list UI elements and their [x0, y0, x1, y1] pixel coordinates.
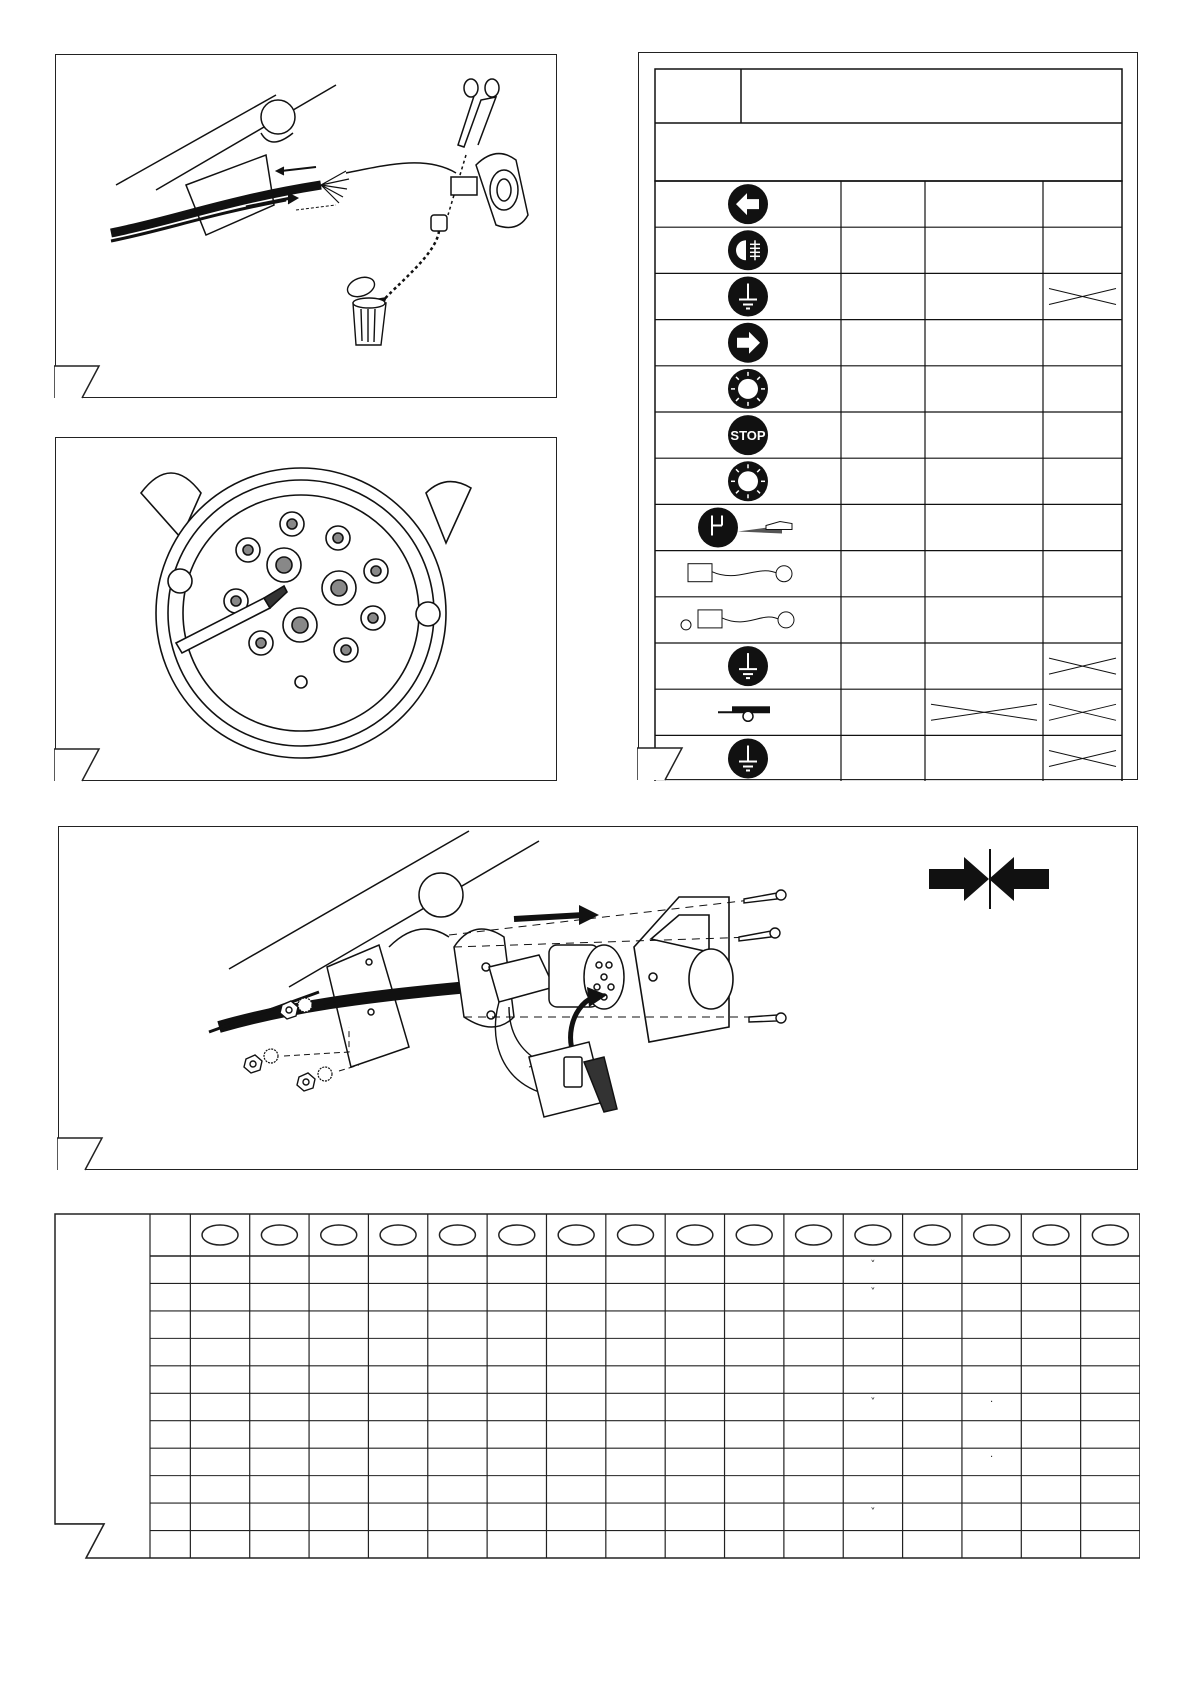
socket-cover-icon [634, 897, 733, 1042]
pin-header-ellipse [677, 1225, 713, 1245]
pin-header-ellipse [736, 1225, 772, 1245]
pin-grid-mark: ˅ [870, 1259, 876, 1271]
pin-header-ellipse [1033, 1225, 1069, 1245]
ignition-feed-icon [681, 610, 794, 630]
pin-header-ellipse [1092, 1225, 1128, 1245]
not-applicable-cross [931, 704, 1037, 720]
tail-light-icon [728, 369, 768, 409]
pin-header-ellipse [202, 1225, 238, 1245]
not-applicable-cross [1049, 751, 1116, 767]
step-number-tab [637, 746, 689, 782]
waste-bin-icon [345, 274, 386, 345]
not-applicable-cross [1049, 658, 1116, 674]
discard-path [381, 231, 439, 303]
pin-header-ellipse [855, 1225, 891, 1245]
tail-light-icon [728, 461, 768, 501]
pin-grid-mark: · [990, 1451, 994, 1463]
step-number-tab [57, 1136, 109, 1172]
pin-grid-mark: · [990, 1397, 994, 1408]
socket-face-icon [141, 468, 471, 758]
battery-feed-icon [688, 564, 792, 582]
stop-label: STOP [730, 428, 766, 444]
screw-icon [739, 890, 786, 1023]
pin-grid-mark: ˅ [870, 1506, 876, 1518]
pin-header-ellipse [618, 1225, 654, 1245]
not-applicable-cross [1049, 289, 1116, 305]
ground-icon [728, 739, 768, 779]
not-applicable-cross [1049, 704, 1116, 720]
socket-body-icon [489, 945, 624, 1009]
pin-header-ellipse [974, 1225, 1010, 1245]
pin-header-ellipse [914, 1225, 950, 1245]
step-2-panel [55, 437, 557, 781]
step-number-tab [54, 747, 106, 783]
reversing-light-icon [698, 508, 792, 548]
pin-header-ellipse [558, 1225, 594, 1245]
step-number-tab [54, 364, 106, 400]
step-3-illustration [59, 827, 1139, 1171]
module-box-icon [529, 1042, 617, 1117]
pin-grid-svg [54, 1212, 1140, 1560]
right-indicator-icon [728, 323, 768, 363]
pin-header-ellipse [380, 1225, 416, 1245]
wiring-table-panel [638, 52, 1138, 780]
pin-grid-mark: ˅ [870, 1287, 876, 1299]
wiring-table [639, 53, 1139, 781]
pin-grid-mark: ˅ [870, 1397, 876, 1408]
pin-assignment-grid [54, 1212, 1140, 1560]
pin-header-ellipse [796, 1225, 832, 1245]
pin-header-ellipse [499, 1225, 535, 1245]
ground-icon [728, 277, 768, 317]
step-2-illustration [56, 438, 558, 782]
tighten-arrows-icon [929, 849, 1049, 909]
step-1-illustration [56, 55, 558, 399]
step-number-tab [55, 1524, 104, 1558]
wire-bundle-icon [111, 163, 456, 241]
left-indicator-icon [728, 184, 768, 224]
pin-header-ellipse [439, 1225, 475, 1245]
rear-fog-light-icon [728, 230, 768, 270]
step-3-panel [58, 826, 1138, 1170]
pin-header-ellipse [261, 1225, 297, 1245]
pin-header-ellipse [321, 1225, 357, 1245]
step-1-panel [55, 54, 557, 398]
ground-icon [728, 646, 768, 686]
socket-plate-icon [431, 154, 528, 231]
signal-switch-icon [718, 706, 770, 721]
stop-light-icon [728, 415, 768, 455]
